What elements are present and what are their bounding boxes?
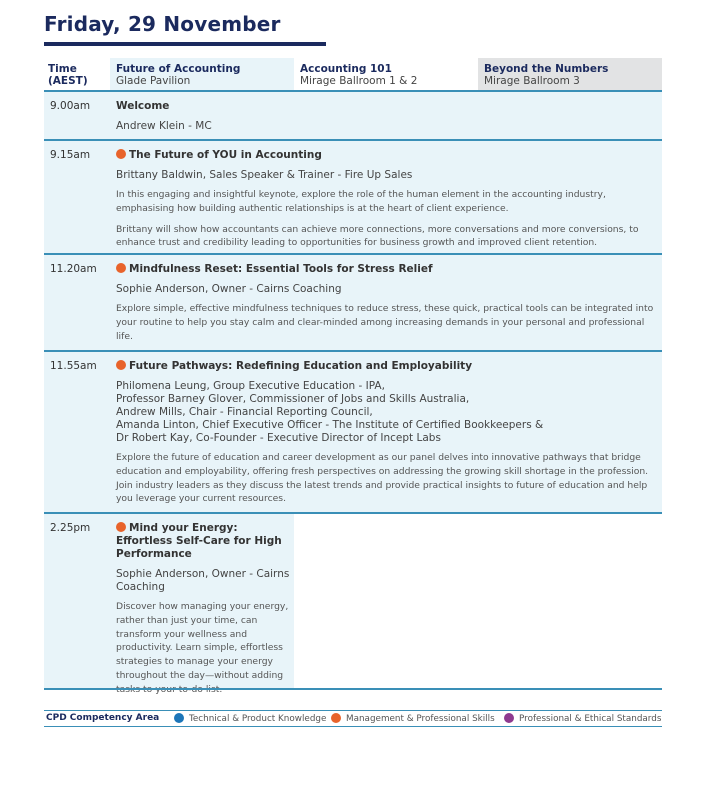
session-time: 11.55am bbox=[50, 360, 97, 372]
empty-stream-area bbox=[294, 514, 662, 688]
session-title-line bbox=[116, 360, 654, 373]
session-row-mindfulness-reset bbox=[44, 255, 662, 350]
session-time: 9.00am bbox=[50, 100, 91, 112]
session-title-line bbox=[116, 149, 654, 162]
legend-top-rule bbox=[44, 710, 662, 711]
legend-item-label: Management & Professional Skills bbox=[346, 714, 495, 724]
legend-item-label: Professional & Ethical Standards bbox=[519, 714, 662, 724]
session-title: Future Pathways: Redefining Education and Employability bbox=[129, 360, 473, 372]
stream-venue: Mirage Ballroom 1 & 2 bbox=[300, 75, 418, 87]
session-speaker: Sophie Anderson, Owner - Cairns Coaching bbox=[116, 283, 342, 295]
session-description: Explore simple, effective mindfulness techniques to reduce stress, these quick, practical tools can be integrated into your routine to help you stay calm and clear-minded among increasing demands in your personal and professional life. bbox=[116, 303, 654, 342]
stream-name: Accounting 101 bbox=[300, 63, 392, 75]
legend-item-ethical bbox=[504, 713, 661, 724]
management-skills-dot-icon bbox=[116, 360, 126, 370]
session-row-mind-your-energy bbox=[44, 514, 662, 688]
management-skills-dot-icon bbox=[116, 149, 126, 159]
page-title: Friday, 29 November bbox=[44, 12, 281, 36]
legend-item-label: Technical & Product Knowledge bbox=[189, 714, 327, 724]
session-title: Mind your Energy: Effortless Self-Care for High Performance bbox=[116, 522, 282, 560]
stream-name: Beyond the Numbers bbox=[484, 63, 609, 75]
stream-header-accounting-101 bbox=[294, 58, 478, 90]
header-time bbox=[44, 58, 110, 90]
legend-label: CPD Competency Area bbox=[46, 713, 160, 723]
stream-venue: Mirage Ballroom 3 bbox=[484, 75, 580, 87]
legend-bottom-rule bbox=[44, 726, 662, 727]
session-row-welcome bbox=[44, 92, 662, 139]
stream-name: Future of Accounting bbox=[116, 63, 241, 75]
legend-item-management bbox=[331, 713, 495, 724]
session-title-line bbox=[116, 522, 291, 561]
ethical-standards-dot-icon bbox=[504, 713, 514, 723]
session-row-future-of-you bbox=[44, 141, 662, 253]
session-description: Explore the future of education and career development as our panel delves into innovative pathways that bridge education and employability, offering fresh perspectives on addressing the growing skill shortage in the profession. Join industry leaders as they discuss the latest trends and provide practical insights to future of education and help you leverage your current resources. bbox=[116, 452, 649, 505]
header-time-label: Time bbox=[48, 63, 77, 75]
session-time: 11.20am bbox=[50, 263, 97, 275]
management-skills-dot-icon bbox=[116, 522, 126, 532]
technical-knowledge-dot-icon bbox=[174, 713, 184, 723]
session-title-line bbox=[116, 263, 654, 276]
title-underline bbox=[44, 42, 326, 46]
stream-venue: Glade Pavilion bbox=[116, 75, 191, 87]
session-description: Discover how managing your energy, rather than just your time, can transform your wellness and productivity. Learn simple, effortless strategies to manage your energy throughout the day—without adding bbox=[116, 601, 289, 681]
session-speakers: Philomena Leung, Group Executive Education - IPA, Professor Barney Glover, Commissioner of Jobs and Skills Australia, Andrew Mills, Chair - Financial Reporting Council, Amanda Linton, Chief Executive Officer - The Institute of Certified Bookkeepers & Dr Robert Kay, Co-Founder - Executive Director of Incept Labs bbox=[116, 380, 544, 444]
stream-header-future-of-accounting bbox=[110, 58, 294, 90]
session-speaker: Sophie Anderson, Owner - Cairns Coaching bbox=[116, 568, 290, 593]
session-title: Welcome bbox=[116, 100, 170, 112]
session-speaker: Andrew Klein - MC bbox=[116, 120, 212, 132]
session-title: Mindfulness Reset: Essential Tools for Stress Relief bbox=[129, 263, 433, 275]
session-speaker: Brittany Baldwin, Sales Speaker & Trainer - Fire Up Sales bbox=[116, 169, 413, 181]
management-skills-dot-icon bbox=[331, 713, 341, 723]
stream-header-beyond-the-numbers bbox=[478, 58, 662, 90]
management-skills-dot-icon bbox=[116, 263, 126, 273]
row-divider bbox=[44, 688, 662, 690]
session-time: 9.15am bbox=[50, 149, 91, 161]
session-time: 2.25pm bbox=[50, 522, 91, 534]
session-description: Brittany will show how accountants can achieve more connections, more conversations and more conversions, to enhance trust and credibility leading to opportunities for business growth and improved client retention. bbox=[116, 223, 639, 249]
session-row-future-pathways bbox=[44, 352, 662, 512]
session-title: The Future of YOU in Accounting bbox=[129, 149, 322, 161]
legend-item-technical bbox=[174, 713, 326, 724]
header-time-zone: (AEST) bbox=[48, 75, 88, 87]
session-description: In this engaging and insightful keynote, explore the role of the human element in the accounting industry, emphasising how building authentic relationships is at the heart of client experience. bbox=[116, 189, 606, 214]
